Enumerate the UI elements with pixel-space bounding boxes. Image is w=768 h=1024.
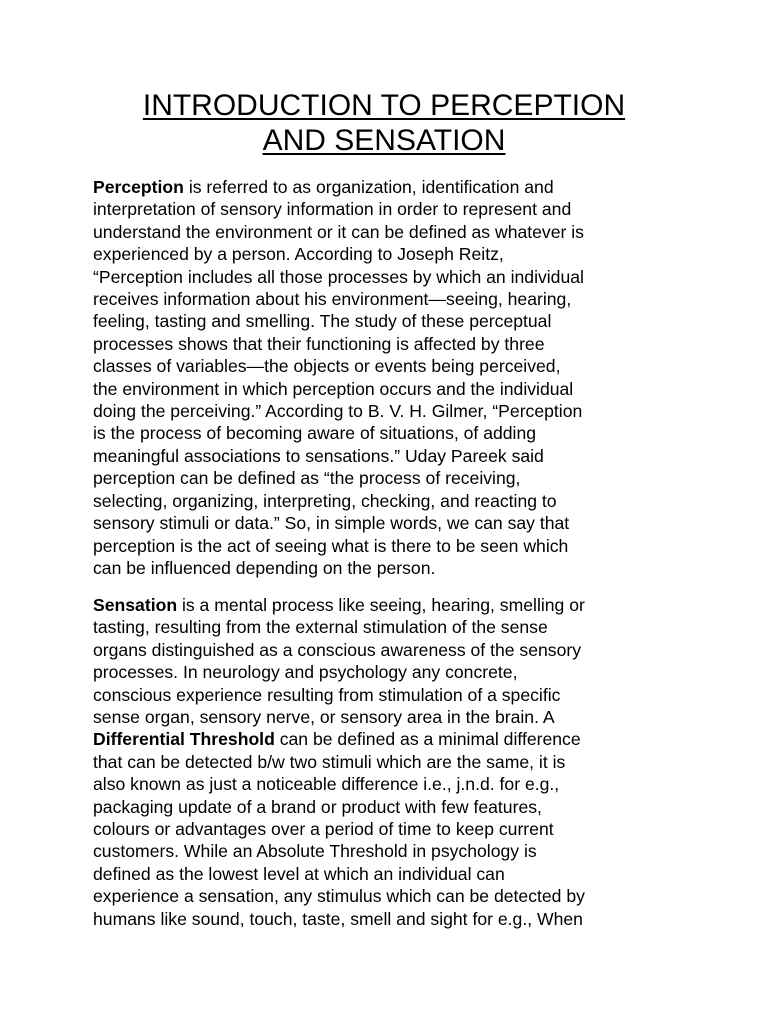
paragraph-line: humans like sound, touch, taste, smell and sight for e.g., When: [93, 908, 583, 929]
paragraph-line: sensory stimuli or data.” So, in simple words, we can say that: [93, 513, 570, 534]
paragraph-line: receives information about his environment—seeing, hearing,: [93, 289, 572, 310]
paragraph-sensation: [93, 594, 683, 930]
paragraph-line: sense organ, sensory nerve, or sensory area in the brain. A: [93, 707, 555, 728]
paragraph-line: Sensation is a mental process like seeing, hearing, smelling or: [93, 595, 585, 615]
paragraph-line: Perception is referred to as organization, identification and: [93, 177, 554, 197]
title-line-2: AND SENSATION: [262, 124, 506, 157]
paragraph-perception: [93, 176, 683, 579]
paragraph-line: experienced by a person. According to Joseph Reitz,: [93, 244, 504, 265]
paragraph-line: that can be detected b/w two stimuli which are the same, it is: [93, 751, 566, 772]
paragraph-line: selecting, organizing, interpreting, checking, and reacting to: [93, 490, 557, 511]
term-perception: Perception: [93, 177, 184, 197]
term-sensation: Sensation: [93, 595, 178, 615]
term-differential-threshold: Differential Threshold: [93, 729, 275, 750]
paragraph-line: defined as the lowest level at which an individual can: [93, 863, 505, 884]
paragraph-line: the environment in which perception occurs and the individual: [93, 378, 574, 399]
paragraph-line: processes. In neurology and psychology any concrete,: [93, 662, 518, 683]
paragraph-line: packaging update of a brand or product with few features,: [93, 796, 542, 817]
paragraph-line: interpretation of sensory information in order to represent and: [93, 199, 572, 220]
paragraph-line: “Perception includes all those processes by which an individual: [93, 266, 584, 287]
paragraph-line: organs distinguished as a conscious awareness of the sensory: [93, 639, 582, 660]
paragraph-line: customers. While an Absolute Threshold in psychology is: [93, 841, 537, 862]
paragraph-line: also known as just a noticeable difference i.e., j.n.d. for e.g.,: [93, 774, 560, 795]
paragraph-line: conscious experience resulting from stimulation of a specific: [93, 684, 561, 705]
paragraph-line: classes of variables—the objects or events being perceived,: [93, 356, 561, 377]
paragraph-line: is the process of becoming aware of situations, of adding: [93, 423, 537, 444]
paragraph-line: tasting, resulting from the external stimulation of the sense: [93, 617, 548, 638]
paragraph-line: understand the environment or it can be defined as whatever is: [93, 221, 584, 242]
paragraph-line: colours or advantages over a period of time to keep current: [93, 819, 554, 840]
paragraph-line: meaningful associations to sensations.” Uday Pareek said: [93, 445, 544, 466]
paragraph-line: experience a sensation, any stimulus which can be detected by: [93, 886, 585, 907]
paragraph-line: perception can be defined as “the process of receiving,: [93, 468, 521, 489]
title-line-1: INTRODUCTION TO PERCEPTION: [142, 89, 626, 122]
paragraph-line: Differential Threshold can be defined as a minimal difference: [93, 729, 581, 750]
document-title: [0, 88, 768, 158]
paragraph-line: doing the perceiving.” According to B. V. H. Gilmer, “Perception: [93, 401, 583, 422]
paragraph-line: can be influenced depending on the person.: [93, 557, 436, 578]
paragraph-line: perception is the act of seeing what is there to be seen which: [93, 535, 569, 556]
paragraph-line: feeling, tasting and smelling. The study of these perceptual: [93, 311, 552, 332]
paragraph-line: processes shows that their functioning is affected by three: [93, 333, 545, 354]
